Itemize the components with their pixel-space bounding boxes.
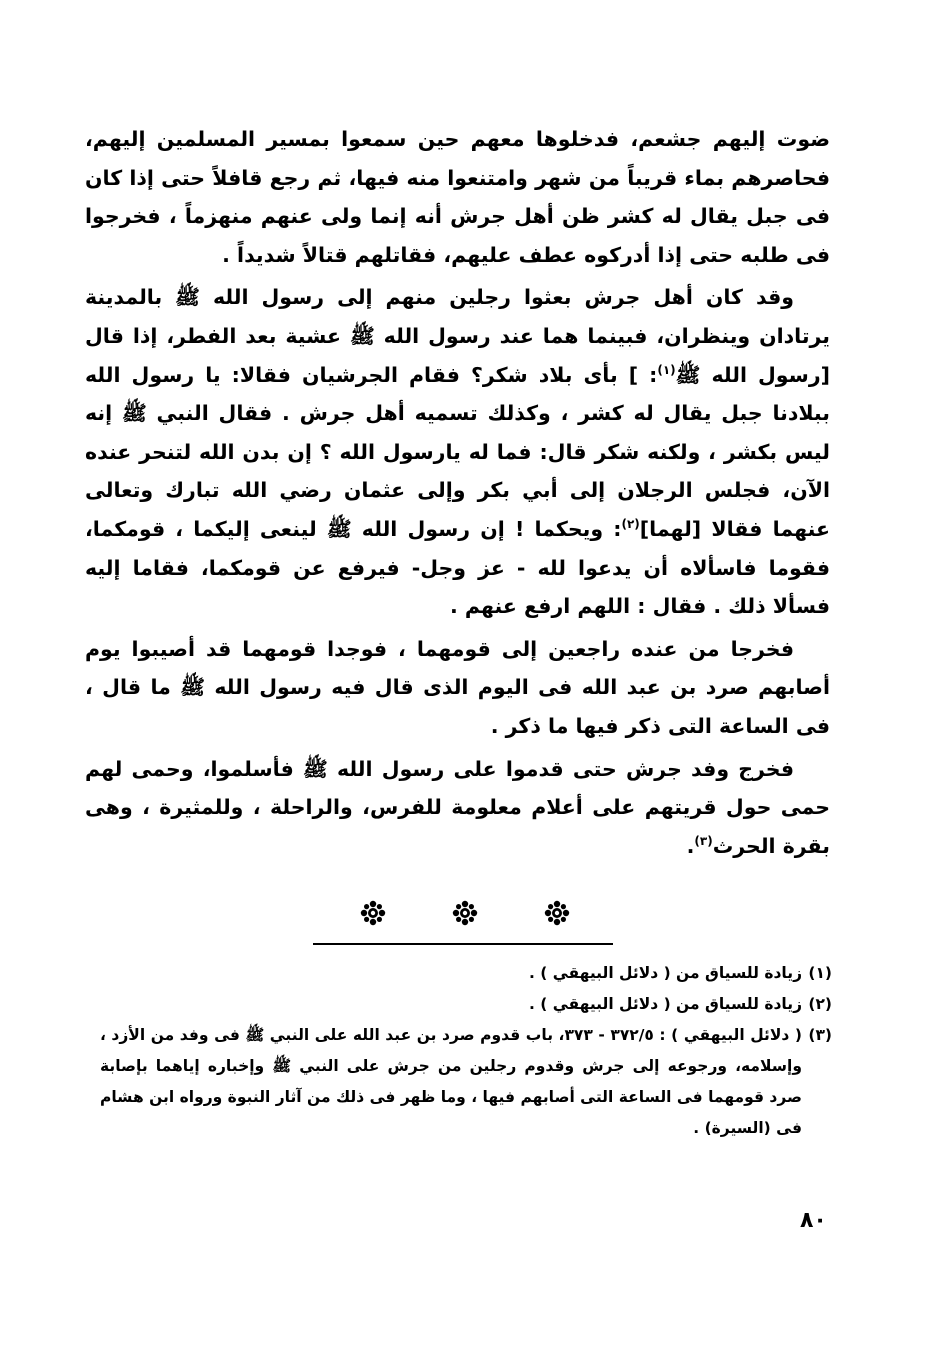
footnote-number: (٣) [808, 1026, 832, 1044]
star-flower-ornament-icon [544, 900, 570, 926]
footnote-divider [313, 943, 613, 945]
footnote-text: زيادة للسياق من ( دلائل البيهقي ) . [529, 964, 802, 982]
footnote-2 [100, 989, 832, 1020]
paragraph-1 [85, 120, 830, 274]
paragraph-4-text-b: . [686, 833, 695, 858]
footnote-3 [100, 1020, 832, 1144]
footnote-number: (١) [808, 964, 832, 982]
paragraph-4 [85, 750, 830, 866]
paragraph-3 [85, 630, 830, 746]
footnote-number: (٢) [808, 995, 832, 1013]
footnote-ref-3: (٣) [694, 833, 713, 848]
paragraph-2-text-a: وقد كان أهل جرش بعثوا رجلين منهم إلى رسول الله ﷺ بالمدينة يرتادان وينظران، فبينما هما عند رسول الله ﷺ عشية بعد الفطر، إذا قال [رسول الله ﷺ [85, 285, 830, 387]
footnote-text: ( دلائل البيهقي ) : ٣٧٢/٥ - ٣٧٣، باب قدوم صرد بن عبد الله على النبي ﷺ فى وفد من الأزد ، وإسلامه، ورجوعه إلى جرش وقدوم رجلين من جرش على النبي ﷺ وإخباره إياهما بإصابة صرد قومهما فى الساعة التى أصابهم فيها ، وما ظهر فى ذلك من آثار النبوة ورواه ابن هشام فى (السيرة) . [100, 1026, 802, 1137]
paragraph-4-text-a: فخرج وفد جرش حتى قدموا على رسول الله ﷺ فأسلموا، وحمى لهم حمى حول قريتهم على أعلام معلومة للفرس، والراحلة ، وللمثيرة ، وهى بقرة الحرث [85, 756, 830, 858]
footnotes [100, 958, 832, 1144]
footnote-text: زيادة للسياق من ( دلائل البيهقي ) . [529, 995, 802, 1013]
star-flower-ornament-icon [360, 900, 386, 926]
paragraph-2-text-b: : ] بأى بلاد شكر؟ فقام الجرشيان فقالا: يا رسول الله ببلادنا جبل يقال له كشر ، وكذلك تسميه أهل جرش . فقال النبي ﷺ إنه ليس بكشر ، ولكنه شكر قال: فما له يارسول الله ؟ إن بدن الله لتنحر عنده الآن، فجلس الرجلان إلى أبي بكر وإلى عثمان رضي الله تبارك وتعالى عنهما فقالا [لهما] [85, 362, 831, 541]
paragraph-1-text: ضوت إليهم جشعم، فدخلوها معهم حين سمعوا بمسير المسلمين إليهم، فحاصرهم بماء قريباً من شهر وامتنعوا منه فيها، ثم رجع قافلاً حتى إذا كان فى جبل يقال له كشر ظن أهل جرش أنه إنما ولى عنهم منهزماً ، فخرجوا فى طلبه حتى إذا أدركوه عطف عليهم، فقاتلهم قتالاً شديداً . [85, 127, 830, 267]
section-ornaments [360, 900, 570, 926]
footnote-ref-1: (١) [657, 362, 676, 377]
page-number: ٨٠ [800, 1208, 827, 1233]
paragraph-2 [85, 278, 830, 625]
paragraph-3-text: فخرجا من عنده راجعين إلى قومهما ، فوجدا قومهما قد أصيبوا يوم أصابهم صرد بن عبد الله فى اليوم الذى قال فيه رسول الله ﷺ ما قال ، فى الساعة التى ذكر فيها ما ذكر . [85, 636, 830, 738]
main-text [85, 120, 830, 865]
footnote-ref-2: (٢) [621, 517, 640, 532]
footnote-1 [100, 958, 832, 989]
paragraph-2-text-c: : ويحكما ! إن رسول الله ﷺ لينعى إليكما ، قومكما، فقوما فاسألاه أن يدعوا لله - عز وجل- فيرفع عن قومكما، فقاما إليه فسألا ذلك . فقال : اللهم ارفع عنهم . [85, 516, 830, 619]
star-flower-ornament-icon [452, 900, 478, 926]
